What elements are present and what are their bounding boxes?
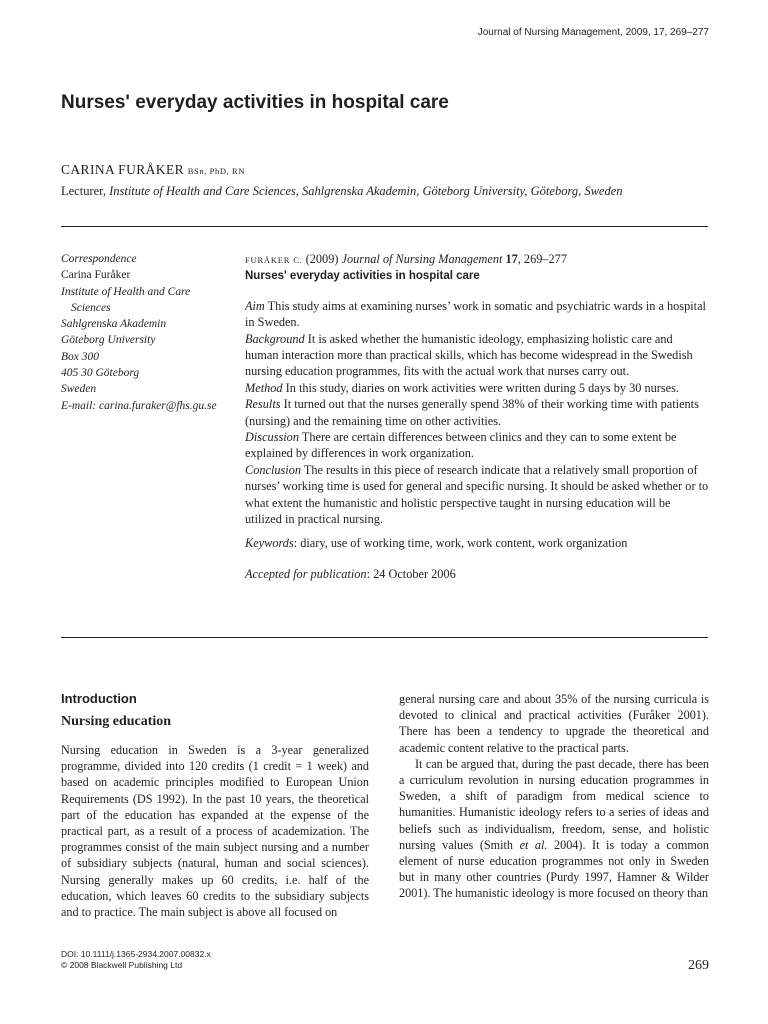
footer-doi (61, 949, 211, 971)
correspondence-block (61, 251, 233, 414)
body-column-left (61, 691, 369, 920)
correspondence-email: E-mail: carina.furaker@fhs.gu.se (61, 399, 217, 412)
correspondence-line: Sweden (61, 383, 97, 396)
abstract-discussion (245, 429, 709, 462)
copyright-text: © 2008 Blackwell Publishing Ltd (61, 960, 183, 970)
abstract-text: The results in this piece of research indicate that a relatively small proportion of nurses’ working time is used for general and specific nursing. It should be asked whether or to what extent the humanistic and holistic perspective taught in nursing education will be utilized in practical nursing. (245, 462, 709, 527)
top-divider (61, 226, 708, 227)
abstract-aim (245, 298, 709, 331)
affiliation-role: Lecturer, (61, 184, 110, 198)
correspondence-line: Institute of Health and Care (61, 285, 191, 298)
abstract-results (245, 396, 709, 429)
body-paragraph: Nursing education in Sweden is a 3-year generalized programme, divided into 120 credits (1 credit = 1 week) and based on academic principles modified to European Union Requirements (DS 1992). In the past 10 years, the theoretical part of the education has expanded at the expense of the practical part, as a result of a process of academization. The programmes consist of the main subject nursing and a number of subsidiary subjects (natural, human and social sciences). Nursing generally makes up 60 credits, i.e. half of the education, which leaves 60 credits to the subsidiary subjects and to practice. The main subject is above all focused on (61, 743, 369, 920)
body-column-right (399, 691, 709, 902)
correspondence-line: Sahlgrenska Akademin (61, 318, 167, 331)
correspondence-line: Göteborg University (61, 334, 156, 347)
citation-journal: Journal of Nursing Management (341, 252, 503, 266)
abstract-text: It is asked whether the humanistic ideology, emphasizing holistic care and human interaction more than practical skills, which has become widespread in the Swedish nursing education programmes, fits with the actual work that nurses carry out. (245, 331, 693, 379)
correspondence-label: Correspondence (61, 253, 137, 265)
abstract-label: Aim (245, 298, 265, 313)
author-line (61, 162, 245, 178)
citation-line (245, 251, 709, 268)
page-number: 269 (688, 958, 709, 973)
keywords-label: Keywords (245, 535, 294, 550)
accepted-label: Accepted for publication (245, 566, 367, 581)
abstract-label: Conclusion (245, 462, 302, 477)
accepted-text: : 24 October 2006 (366, 566, 456, 581)
bottom-divider (61, 637, 708, 638)
abstract-block (245, 251, 709, 582)
paragraph-text: et al. (519, 837, 548, 852)
citation-volume: 17 (502, 252, 518, 266)
abstract-label: Background (245, 331, 305, 346)
keywords-text: : diary, use of working time, work, work content, work organization (293, 535, 628, 550)
correspondence-line: 405 30 Göteborg (61, 367, 140, 380)
author-degrees: BSn, PhD, RN (187, 166, 246, 176)
doi-text: DOI: 10.1111/j.1365-2934.2007.00832.x (61, 949, 211, 959)
correspondence-name: Carina Furåker (61, 269, 131, 282)
keywords (245, 535, 709, 551)
citation-title: Nurses' everyday activities in hospital care (245, 270, 480, 283)
citation-year: (2009) (302, 252, 342, 266)
abstract-background (245, 331, 709, 380)
paragraph-text: It can be argued that, during the past decade, there has been a curriculum revolution in nursing education programmes in Sweden, a shift of paradigm from medical science to humanities. Humanistic ideology refers to a series of ideas and beliefs such as individualism, freedom, sense, and holistic nursing values (Smith (399, 756, 709, 852)
accepted-date (245, 566, 709, 582)
abstract-text: There are certain differences between clinics and they can to some extent be explained by differences in work organization. (245, 430, 677, 461)
subsection-heading: Nursing education (61, 714, 172, 729)
affiliation-place: Institute of Health and Care Sciences, Sahlgrenska Akademin, Göteborg University, Göteborg, Sweden (109, 184, 623, 198)
abstract-text: In this study, diaries on work activities were written during 5 days by 30 nurses. (282, 380, 679, 395)
abstract-label: Method (245, 380, 283, 395)
abstract-label: Discussion (245, 430, 299, 445)
body-paragraph: general nursing care and about 35% of the nursing curricula is devoted to clinical and practical activities (Furåker 2001). There has been a tendency to upgrade the theoretical and academic content relative to the practical parts. (399, 692, 709, 755)
journal-header: Journal of Nursing Management, 2009, 17, 269–277 (477, 27, 709, 38)
article-title: Nurses' everyday activities in hospital care (61, 92, 449, 113)
body-paragraph (399, 756, 709, 902)
correspondence-line: Box 300 (61, 350, 100, 363)
section-heading: Introduction (61, 691, 137, 706)
abstract-text: It turned out that the nurses generally spend 38% of their working time with patients (nursing) and the remaining time on other activities. (245, 397, 699, 428)
author-name: CARINA FURÅKER (61, 162, 184, 177)
citation-author: FURÅKER C. (245, 255, 303, 265)
abstract-text: This study aims at examining nurses’ work in somatic and psychiatric wards in a hospital in Sweden. (245, 298, 706, 330)
citation-pages: , 269–277 (517, 252, 567, 266)
correspondence-line: Sciences (71, 301, 111, 314)
abstract-conclusion (245, 462, 709, 528)
affiliation (61, 184, 711, 199)
abstract-label: Results (245, 397, 281, 412)
abstract-method (245, 380, 709, 396)
paragraph-text: 2004). It is today a common element of nurse education programmes not only in Sweden but in many other countries (Purdy 1997, Hamner & Wilder 2001). The humanistic ideology is more focused on theory than (399, 837, 709, 901)
